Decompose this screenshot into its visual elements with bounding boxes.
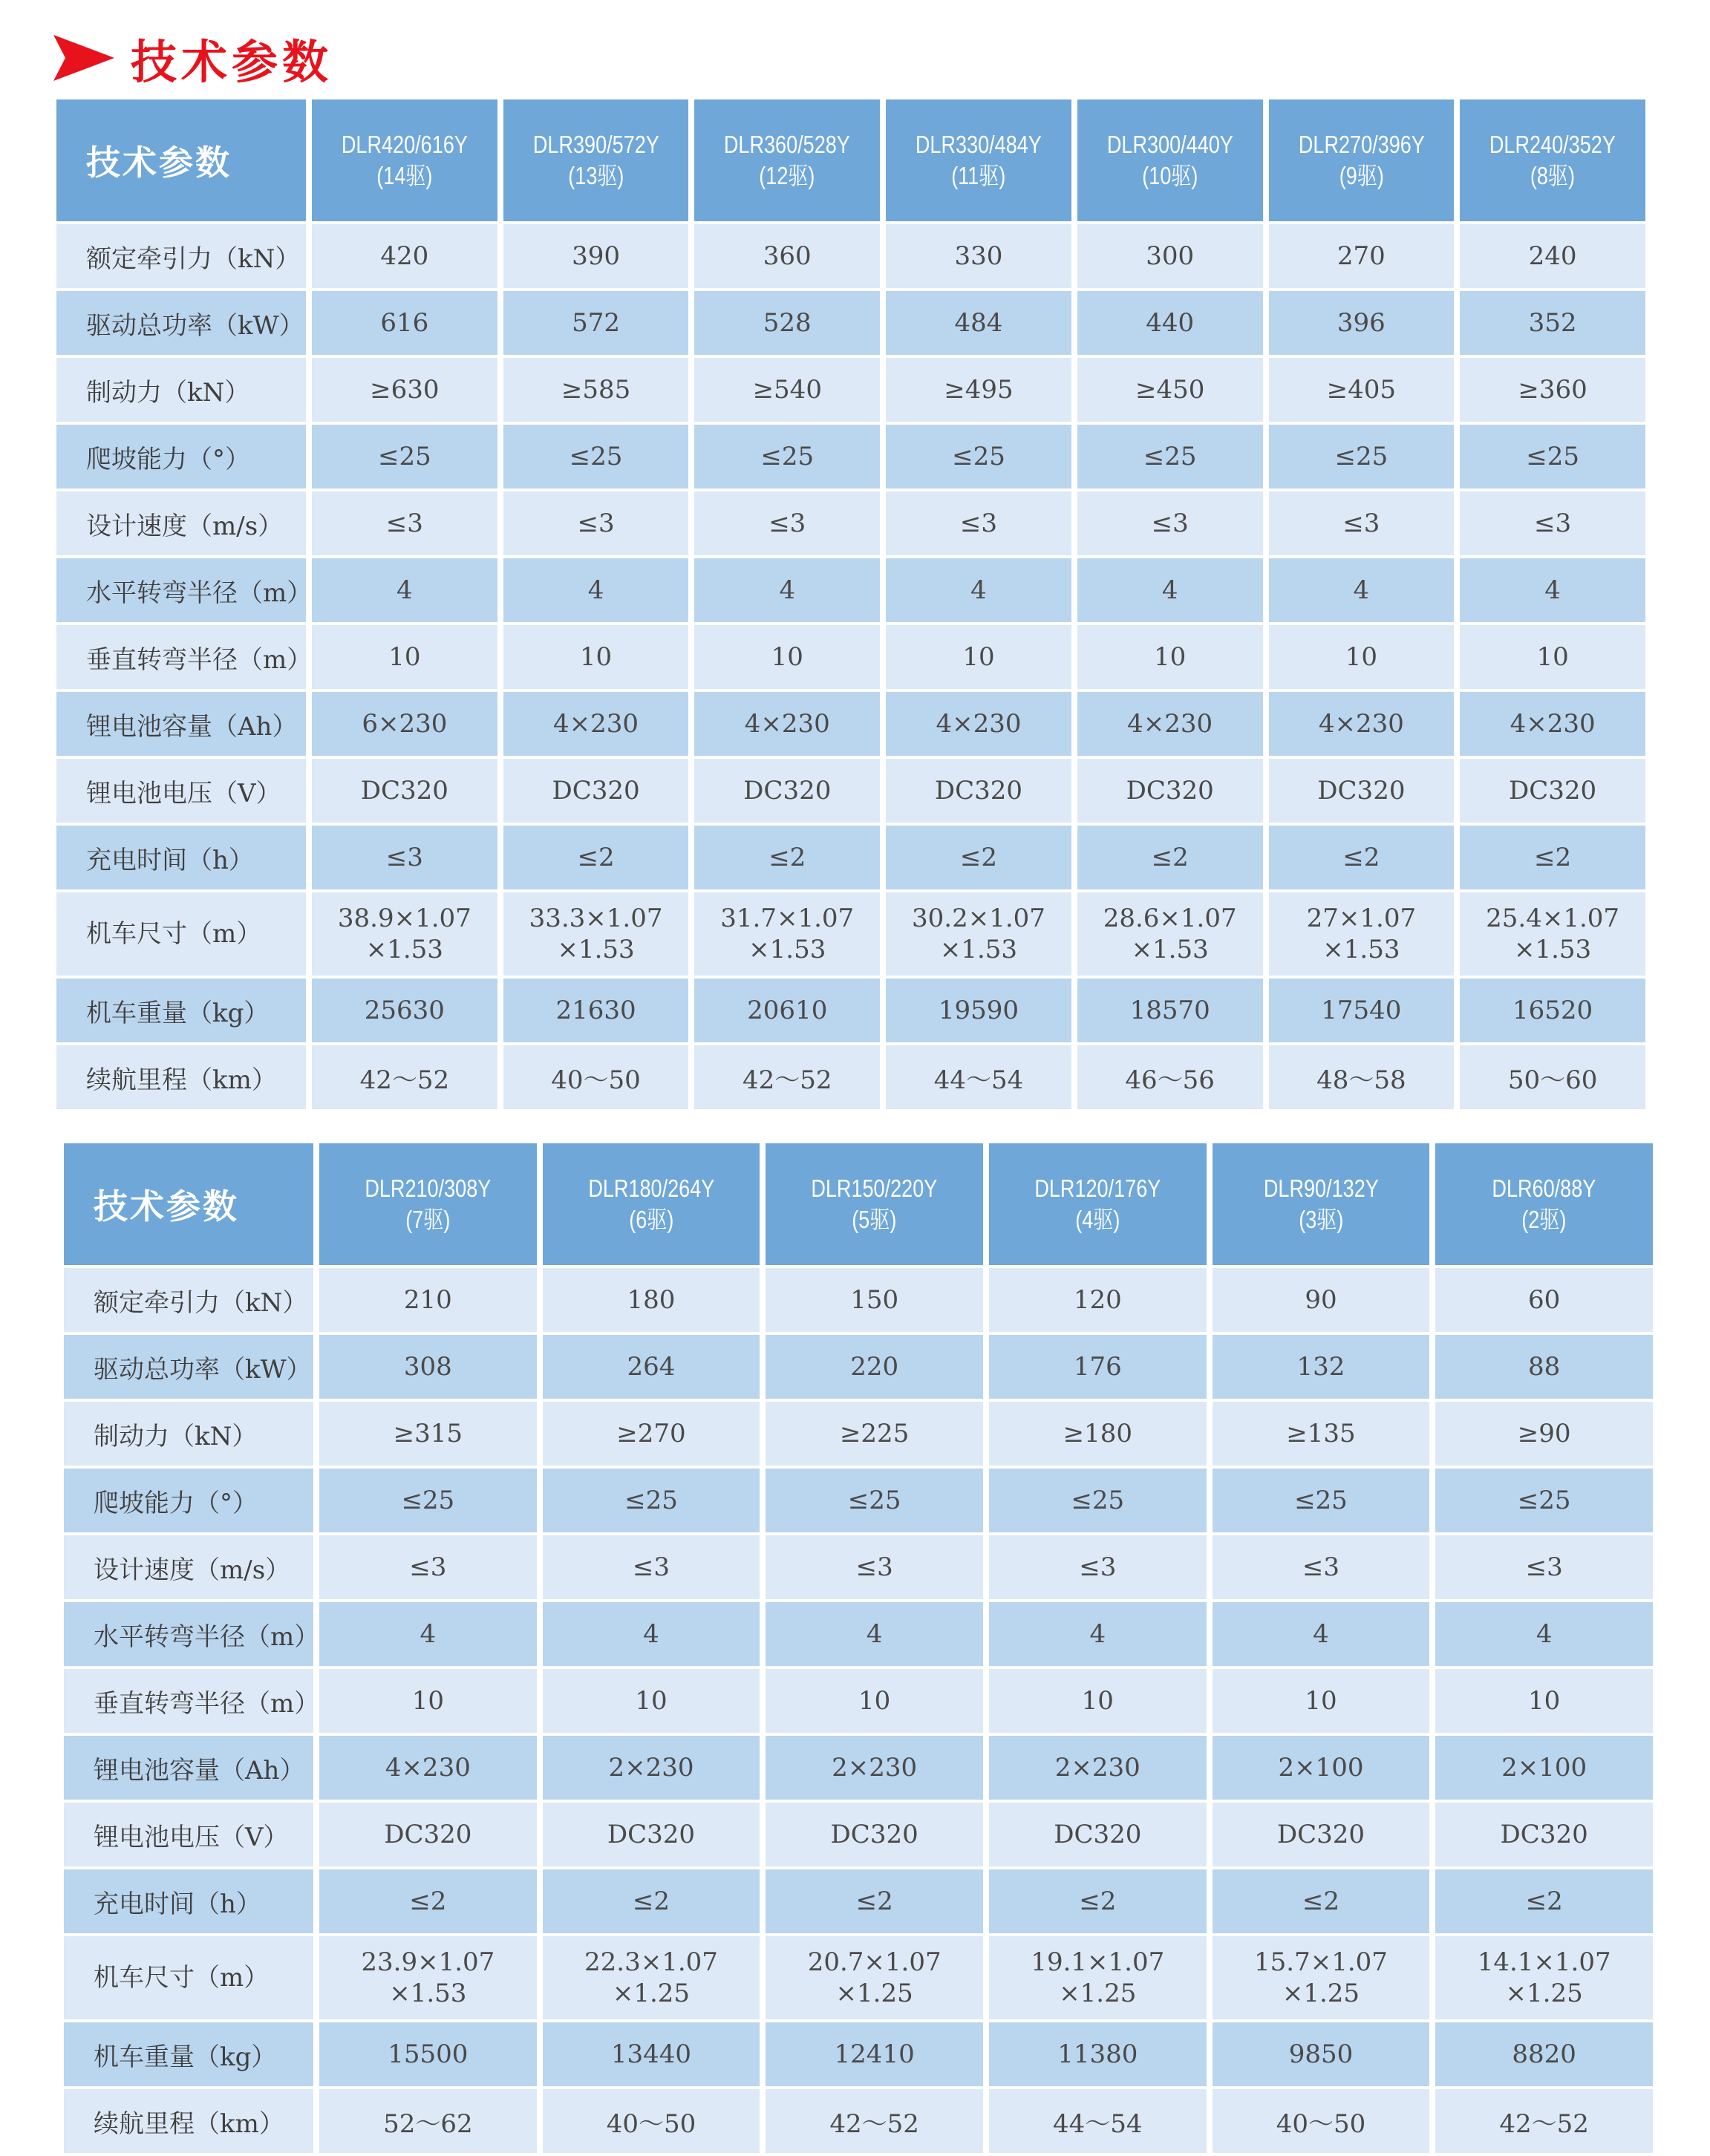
parameter-label: 锂电池容量（Ah） bbox=[56, 692, 306, 756]
dimension-line: 28.6×1.07 bbox=[1103, 904, 1237, 933]
model-column-header bbox=[319, 1143, 537, 1265]
value-cell: 10 bbox=[319, 1669, 537, 1733]
spec-table-header bbox=[56, 99, 1645, 221]
value-cell: 4 bbox=[319, 1602, 537, 1666]
model-column-header bbox=[1435, 1143, 1653, 1265]
parameter-label: 额定牵引力（kN） bbox=[56, 224, 306, 288]
value-cell: 60 bbox=[1435, 1268, 1653, 1332]
value-cell: ≤2 bbox=[989, 1869, 1207, 1933]
value-cell: ≤2 bbox=[1213, 1869, 1430, 1933]
dimension-line: ×1.25 bbox=[1059, 1979, 1137, 2008]
drive-count: (11驱) bbox=[951, 162, 1006, 189]
parameter-label: 驱动总功率（kW） bbox=[64, 1335, 313, 1399]
model-column-header bbox=[312, 99, 497, 221]
model-column-header bbox=[1077, 99, 1263, 221]
value-cell: 9850 bbox=[1213, 2022, 1430, 2086]
model-column-header bbox=[503, 99, 689, 221]
value-cell: ≤25 bbox=[694, 425, 880, 489]
value-cell: ≤2 bbox=[766, 1869, 983, 1933]
parameter-label: 锂电池容量（Ah） bbox=[64, 1736, 313, 1800]
value-cell: 4 bbox=[1460, 558, 1645, 622]
table-row bbox=[56, 826, 1645, 889]
value-cell: ≤3 bbox=[766, 1535, 983, 1599]
value-cell: 4 bbox=[989, 1602, 1207, 1666]
value-cell bbox=[694, 892, 880, 976]
value-cell: 484 bbox=[886, 291, 1071, 355]
model-column-header bbox=[989, 1143, 1207, 1265]
corner-label: 技术参数 bbox=[56, 99, 306, 221]
dimension-line: ×1.53 bbox=[365, 935, 443, 964]
value-cell: 20610 bbox=[694, 979, 880, 1042]
parameter-label: 锂电池电压（V） bbox=[56, 759, 306, 823]
page-header bbox=[53, 21, 333, 95]
model-name: DLR270/396Y bbox=[1298, 131, 1425, 158]
value-cell: 4×230 bbox=[1077, 692, 1263, 756]
value-cell: 10 bbox=[886, 625, 1071, 689]
value-cell: ≥360 bbox=[1460, 358, 1645, 422]
red-triangle-arrow-icon bbox=[53, 35, 114, 81]
value-cell: 8820 bbox=[1435, 2022, 1653, 2086]
value-cell bbox=[1460, 892, 1645, 976]
parameter-label: 垂直转弯半径（m） bbox=[64, 1669, 313, 1733]
value-cell: ≤2 bbox=[319, 1869, 537, 1933]
value-cell: ≤3 bbox=[312, 491, 497, 555]
table-row bbox=[64, 1335, 1653, 1399]
value-cell: 616 bbox=[312, 291, 497, 355]
dimension-line: 19.1×1.07 bbox=[1031, 1947, 1165, 1977]
spec-table-body bbox=[64, 1268, 1653, 2153]
table-row bbox=[64, 2022, 1653, 2086]
value-cell: DC320 bbox=[1435, 1803, 1653, 1866]
value-cell: ≤3 bbox=[319, 1535, 537, 1599]
value-cell: 4×230 bbox=[694, 692, 880, 756]
table-row bbox=[64, 1402, 1653, 1466]
value-cell bbox=[1435, 1936, 1653, 2019]
drive-count: (9驱) bbox=[1339, 162, 1384, 189]
dimension-line: 27×1.07 bbox=[1306, 904, 1417, 933]
value-cell: 264 bbox=[543, 1335, 760, 1399]
drive-count: (3驱) bbox=[1298, 1206, 1344, 1233]
value-cell: 4×230 bbox=[319, 1736, 537, 1800]
table-row bbox=[64, 1803, 1653, 1866]
value-cell: ≥225 bbox=[766, 1402, 983, 1466]
model-column-header bbox=[766, 1143, 983, 1265]
value-cell: ≤25 bbox=[989, 1469, 1207, 1532]
dimension-line: 30.2×1.07 bbox=[912, 904, 1045, 933]
dimension-line: ×1.25 bbox=[612, 1979, 691, 2008]
value-cell: 4×230 bbox=[886, 692, 1071, 756]
value-cell: 360 bbox=[694, 224, 880, 288]
table-row bbox=[64, 2089, 1653, 2153]
value-cell: 240 bbox=[1460, 224, 1645, 288]
value-cell: 10 bbox=[1460, 625, 1645, 689]
value-cell: DC320 bbox=[886, 759, 1071, 823]
table-row bbox=[56, 224, 1645, 288]
table-row bbox=[56, 1045, 1645, 1109]
value-cell: ≤3 bbox=[1213, 1535, 1430, 1599]
value-cell: 4 bbox=[694, 558, 880, 622]
value-cell: 2×230 bbox=[766, 1736, 983, 1800]
drive-count: (14驱) bbox=[376, 162, 433, 189]
value-cell: ≤3 bbox=[503, 491, 689, 555]
value-cell: 10 bbox=[503, 625, 689, 689]
value-cell bbox=[1213, 1936, 1430, 2019]
value-cell: ≥90 bbox=[1435, 1402, 1653, 1466]
value-cell: 40～50 bbox=[1213, 2089, 1430, 2153]
parameter-label: 垂直转弯半径（m） bbox=[56, 625, 306, 689]
value-cell bbox=[886, 892, 1071, 976]
value-cell: ≤25 bbox=[543, 1469, 760, 1532]
value-cell: 10 bbox=[694, 625, 880, 689]
parameter-label: 水平转弯半径（m） bbox=[64, 1602, 313, 1666]
value-cell bbox=[503, 892, 689, 976]
value-cell bbox=[989, 1936, 1207, 2019]
value-cell: 396 bbox=[1269, 291, 1455, 355]
value-cell: 4 bbox=[1213, 1602, 1430, 1666]
model-name: DLR210/308Y bbox=[365, 1175, 492, 1202]
value-cell: ≤2 bbox=[543, 1869, 760, 1933]
dimension-line: ×1.53 bbox=[748, 935, 826, 964]
table-row bbox=[56, 892, 1645, 976]
value-cell: ≥630 bbox=[312, 358, 497, 422]
value-cell: ≤3 bbox=[989, 1535, 1207, 1599]
dimension-line: ×1.53 bbox=[389, 1979, 467, 2008]
table-row bbox=[64, 1869, 1653, 1933]
value-cell: ≤3 bbox=[1460, 491, 1645, 555]
parameter-label: 爬坡能力（°） bbox=[64, 1469, 313, 1532]
value-cell: 150 bbox=[766, 1268, 983, 1332]
value-cell: 4 bbox=[1269, 558, 1455, 622]
value-cell: DC320 bbox=[312, 759, 497, 823]
value-cell: 308 bbox=[319, 1335, 537, 1399]
dimension-line: 33.3×1.07 bbox=[529, 904, 663, 933]
value-cell: 18570 bbox=[1077, 979, 1263, 1042]
value-cell: 4 bbox=[1077, 558, 1263, 622]
page-title: 技术参数 bbox=[131, 34, 333, 89]
value-cell: 6×230 bbox=[312, 692, 497, 756]
value-cell: 4 bbox=[886, 558, 1071, 622]
table-row bbox=[64, 1936, 1653, 2019]
value-cell: 50～60 bbox=[1460, 1045, 1645, 1109]
value-cell: 2×100 bbox=[1435, 1736, 1653, 1800]
table-row bbox=[56, 692, 1645, 756]
value-cell: 10 bbox=[543, 1669, 760, 1733]
value-cell: 352 bbox=[1460, 291, 1645, 355]
value-cell: 4×230 bbox=[1460, 692, 1645, 756]
value-cell: 19590 bbox=[886, 979, 1071, 1042]
parameter-label: 机车重量（kg） bbox=[64, 2022, 313, 2086]
value-cell: ≤25 bbox=[766, 1469, 983, 1532]
value-cell bbox=[543, 1936, 760, 2019]
value-cell: ≤3 bbox=[694, 491, 880, 555]
value-cell: ≤25 bbox=[1213, 1469, 1430, 1532]
value-cell: 10 bbox=[766, 1669, 983, 1733]
value-cell: ≤2 bbox=[886, 826, 1071, 889]
value-cell: 11380 bbox=[989, 2022, 1207, 2086]
value-cell: ≥450 bbox=[1077, 358, 1263, 422]
dimension-line: ×1.53 bbox=[939, 935, 1018, 964]
value-cell: ≤3 bbox=[1435, 1535, 1653, 1599]
value-cell: 2×100 bbox=[1213, 1736, 1430, 1800]
value-cell: 10 bbox=[1269, 625, 1455, 689]
drive-count: (4驱) bbox=[1075, 1206, 1120, 1233]
table-row bbox=[64, 1669, 1653, 1733]
drive-count: (12驱) bbox=[759, 162, 815, 189]
dimension-line: 15.7×1.07 bbox=[1254, 1947, 1388, 1977]
drive-count: (13驱) bbox=[567, 162, 624, 189]
value-cell: 13440 bbox=[543, 2022, 760, 2086]
dimension-line: ×1.25 bbox=[1505, 1979, 1583, 2008]
value-cell: 40～50 bbox=[503, 1045, 689, 1109]
value-cell: 10 bbox=[989, 1669, 1207, 1733]
spec-table-body bbox=[56, 224, 1645, 1109]
value-cell: ≤3 bbox=[1077, 491, 1263, 555]
value-cell: 48～58 bbox=[1269, 1045, 1455, 1109]
parameter-label: 制动力（kN） bbox=[56, 358, 306, 422]
model-name: DLR300/440Y bbox=[1106, 131, 1233, 158]
value-cell: 42～52 bbox=[694, 1045, 880, 1109]
value-cell: ≥135 bbox=[1213, 1402, 1430, 1466]
table-row bbox=[64, 1736, 1653, 1800]
value-cell: ≤2 bbox=[1077, 826, 1263, 889]
model-column-header bbox=[1460, 99, 1645, 221]
value-cell: 2×230 bbox=[989, 1736, 1207, 1800]
value-cell: ≤25 bbox=[1077, 425, 1263, 489]
drive-count: (5驱) bbox=[852, 1206, 897, 1233]
value-cell: 4 bbox=[503, 558, 689, 622]
dimension-line: ×1.53 bbox=[557, 935, 635, 964]
model-name: DLR390/572Y bbox=[532, 131, 659, 158]
table-row bbox=[56, 491, 1645, 555]
value-cell: ≤25 bbox=[1460, 425, 1645, 489]
drive-count: (6驱) bbox=[628, 1206, 674, 1233]
spec-table-2 bbox=[58, 1140, 1659, 2156]
value-cell: 10 bbox=[312, 625, 497, 689]
table-row bbox=[56, 358, 1645, 422]
parameter-label: 充电时间（h） bbox=[56, 826, 306, 889]
value-cell: 4 bbox=[766, 1602, 983, 1666]
value-cell: 4×230 bbox=[503, 692, 689, 756]
value-cell: 440 bbox=[1077, 291, 1263, 355]
value-cell: 132 bbox=[1213, 1335, 1430, 1399]
value-cell: 4 bbox=[1435, 1602, 1653, 1666]
value-cell: 88 bbox=[1435, 1335, 1653, 1399]
value-cell: ≥540 bbox=[694, 358, 880, 422]
dimension-line: ×1.53 bbox=[1131, 935, 1209, 964]
value-cell: ≤2 bbox=[1460, 826, 1645, 889]
model-name: DLR150/220Y bbox=[811, 1175, 938, 1202]
value-cell: DC320 bbox=[1269, 759, 1455, 823]
drive-count: (10驱) bbox=[1142, 162, 1198, 189]
parameter-label: 机车重量（kg） bbox=[56, 979, 306, 1042]
drive-count: (2驱) bbox=[1521, 1206, 1567, 1233]
corner-label: 技术参数 bbox=[64, 1143, 313, 1265]
value-cell: 176 bbox=[989, 1335, 1207, 1399]
dimension-line: ×1.25 bbox=[835, 1979, 913, 2008]
value-cell: 42～52 bbox=[766, 2089, 983, 2153]
value-cell bbox=[1077, 892, 1263, 976]
model-name: DLR180/264Y bbox=[587, 1175, 714, 1202]
table-row bbox=[64, 1469, 1653, 1532]
value-cell: 270 bbox=[1269, 224, 1455, 288]
value-cell: ≤3 bbox=[886, 491, 1071, 555]
value-cell bbox=[766, 1936, 983, 2019]
dimension-line: 25.4×1.07 bbox=[1486, 904, 1620, 933]
model-name: DLR360/528Y bbox=[724, 131, 851, 158]
value-cell bbox=[1269, 892, 1455, 976]
value-cell: ≤25 bbox=[886, 425, 1071, 489]
parameter-label: 设计速度（m/s） bbox=[64, 1535, 313, 1599]
parameter-label: 机车尺寸（m） bbox=[56, 892, 306, 976]
table-row bbox=[64, 1535, 1653, 1599]
value-cell: ≥315 bbox=[319, 1402, 537, 1466]
table-row bbox=[56, 425, 1645, 489]
value-cell: 330 bbox=[886, 224, 1071, 288]
value-cell: DC320 bbox=[989, 1803, 1207, 1866]
value-cell: 90 bbox=[1213, 1268, 1430, 1332]
model-column-header bbox=[543, 1143, 760, 1265]
value-cell: ≤2 bbox=[1435, 1869, 1653, 1933]
drive-count: (8驱) bbox=[1530, 162, 1576, 189]
parameter-label: 机车尺寸（m） bbox=[64, 1936, 313, 2019]
value-cell: ≤3 bbox=[543, 1535, 760, 1599]
value-cell: 12410 bbox=[766, 2022, 983, 2086]
parameter-label: 锂电池电压（V） bbox=[64, 1803, 313, 1866]
value-cell: 2×230 bbox=[543, 1736, 760, 1800]
value-cell: DC320 bbox=[319, 1803, 537, 1866]
dimension-line: 38.9×1.07 bbox=[337, 904, 471, 933]
value-cell: ≤25 bbox=[503, 425, 689, 489]
value-cell: 220 bbox=[766, 1335, 983, 1399]
model-name: DLR120/176Y bbox=[1034, 1175, 1161, 1202]
value-cell: 390 bbox=[503, 224, 689, 288]
value-cell: 46～56 bbox=[1077, 1045, 1263, 1109]
dimension-line: ×1.53 bbox=[1514, 935, 1592, 964]
header-row bbox=[56, 99, 1645, 221]
value-cell: ≤2 bbox=[694, 826, 880, 889]
parameter-label: 设计速度（m/s） bbox=[56, 491, 306, 555]
value-cell: 4 bbox=[312, 558, 497, 622]
value-cell: ≤25 bbox=[1269, 425, 1455, 489]
table-row bbox=[56, 979, 1645, 1042]
value-cell: ≥585 bbox=[503, 358, 689, 422]
model-column-header bbox=[886, 99, 1071, 221]
value-cell: 21630 bbox=[503, 979, 689, 1042]
value-cell: ≤3 bbox=[312, 826, 497, 889]
value-cell: 52～62 bbox=[319, 2089, 537, 2153]
table-row bbox=[56, 625, 1645, 689]
value-cell: ≤25 bbox=[319, 1469, 537, 1532]
spec-table-1 bbox=[50, 97, 1651, 1112]
table-row bbox=[64, 1268, 1653, 1332]
parameter-label: 爬坡能力（°） bbox=[56, 425, 306, 489]
header-row bbox=[64, 1143, 1653, 1265]
table-row bbox=[56, 759, 1645, 823]
dimension-line: ×1.25 bbox=[1282, 1979, 1360, 2008]
model-name: DLR60/88Y bbox=[1492, 1175, 1596, 1202]
value-cell: 4×230 bbox=[1269, 692, 1455, 756]
spec-table-header bbox=[64, 1143, 1653, 1265]
value-cell: ≥495 bbox=[886, 358, 1071, 422]
value-cell: ≥270 bbox=[543, 1402, 760, 1466]
value-cell: 15500 bbox=[319, 2022, 537, 2086]
value-cell: 40～50 bbox=[543, 2089, 760, 2153]
value-cell: 10 bbox=[1077, 625, 1263, 689]
value-cell: DC320 bbox=[766, 1803, 983, 1866]
value-cell: 528 bbox=[694, 291, 880, 355]
table-row bbox=[56, 558, 1645, 622]
value-cell: DC320 bbox=[1213, 1803, 1430, 1866]
dimension-line: 14.1×1.07 bbox=[1477, 1947, 1611, 1977]
value-cell: 180 bbox=[543, 1268, 760, 1332]
value-cell: 420 bbox=[312, 224, 497, 288]
value-cell: 10 bbox=[1435, 1669, 1653, 1733]
value-cell: 210 bbox=[319, 1268, 537, 1332]
value-cell: 300 bbox=[1077, 224, 1263, 288]
value-cell: 44～54 bbox=[989, 2089, 1207, 2153]
value-cell: DC320 bbox=[694, 759, 880, 823]
value-cell: ≥180 bbox=[989, 1402, 1207, 1466]
value-cell: 16520 bbox=[1460, 979, 1645, 1042]
parameter-label: 驱动总功率（kW） bbox=[56, 291, 306, 355]
dimension-line: ×1.53 bbox=[1322, 935, 1400, 964]
table-row bbox=[56, 291, 1645, 355]
dimension-line: 31.7×1.07 bbox=[720, 904, 855, 933]
parameter-label: 额定牵引力（kN） bbox=[64, 1268, 313, 1332]
value-cell: DC320 bbox=[503, 759, 689, 823]
parameter-label: 充电时间（h） bbox=[64, 1869, 313, 1933]
value-cell: 42～52 bbox=[312, 1045, 497, 1109]
value-cell: 44～54 bbox=[886, 1045, 1071, 1109]
value-cell: 120 bbox=[989, 1268, 1207, 1332]
value-cell: ≤25 bbox=[1435, 1469, 1653, 1532]
value-cell: 4 bbox=[543, 1602, 760, 1666]
model-column-header bbox=[1213, 1143, 1430, 1265]
dimension-line: 23.9×1.07 bbox=[361, 1947, 495, 1977]
value-cell bbox=[312, 892, 497, 976]
value-cell: DC320 bbox=[1077, 759, 1263, 823]
value-cell: ≤2 bbox=[503, 826, 689, 889]
dimension-line: 20.7×1.07 bbox=[807, 1947, 942, 1977]
value-cell: DC320 bbox=[543, 1803, 760, 1866]
parameter-label: 续航里程（km） bbox=[56, 1045, 306, 1109]
value-cell: 572 bbox=[503, 291, 689, 355]
model-name: DLR90/132Y bbox=[1263, 1175, 1379, 1202]
drive-count: (7驱) bbox=[405, 1206, 451, 1233]
model-name: DLR420/616Y bbox=[341, 131, 468, 158]
parameter-label: 续航里程（km） bbox=[64, 2089, 313, 2153]
model-name: DLR240/352Y bbox=[1489, 131, 1616, 158]
value-cell: DC320 bbox=[1460, 759, 1645, 823]
value-cell: ≤3 bbox=[1269, 491, 1455, 555]
value-cell: 10 bbox=[1213, 1669, 1430, 1733]
parameter-label: 制动力（kN） bbox=[64, 1402, 313, 1466]
value-cell: 42～52 bbox=[1435, 2089, 1653, 2153]
value-cell: ≥405 bbox=[1269, 358, 1455, 422]
table-row bbox=[64, 1602, 1653, 1666]
value-cell: 17540 bbox=[1269, 979, 1455, 1042]
value-cell: 25630 bbox=[312, 979, 497, 1042]
model-name: DLR330/484Y bbox=[915, 131, 1042, 158]
parameter-label: 水平转弯半径（m） bbox=[56, 558, 306, 622]
dimension-line: 22.3×1.07 bbox=[584, 1947, 718, 1977]
model-column-header bbox=[1269, 99, 1455, 221]
value-cell bbox=[319, 1936, 537, 2019]
value-cell: ≤25 bbox=[312, 425, 497, 489]
value-cell: ≤2 bbox=[1269, 826, 1455, 889]
model-column-header bbox=[694, 99, 880, 221]
